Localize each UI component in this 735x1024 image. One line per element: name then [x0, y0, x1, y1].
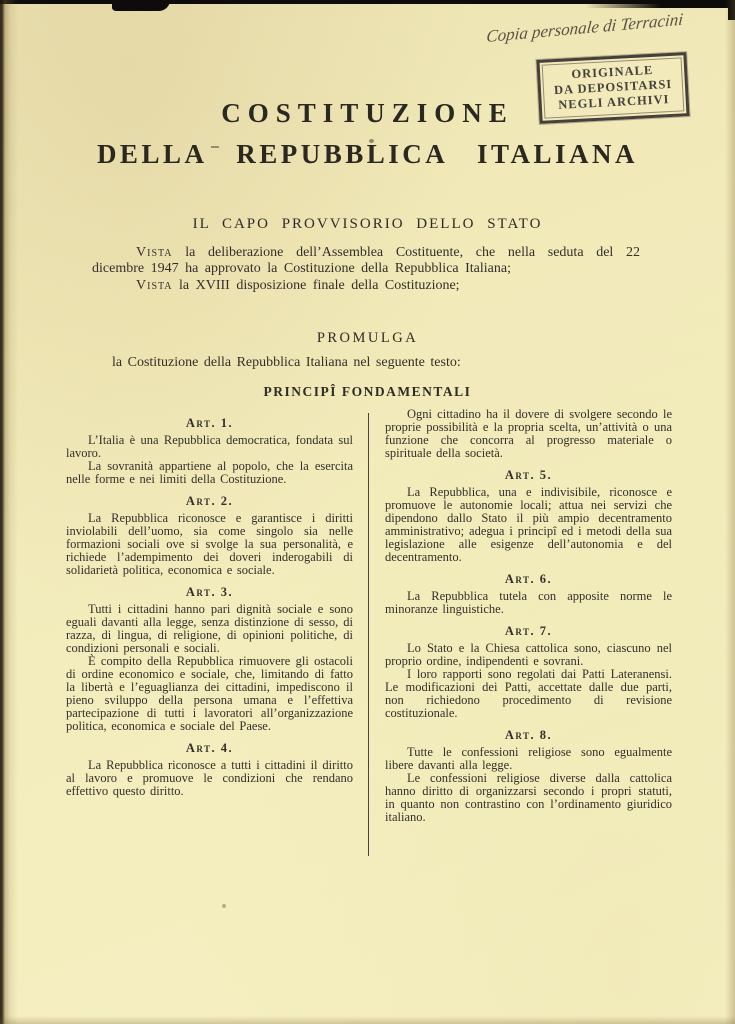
- article-heading: Art. 4.: [185, 741, 234, 755]
- article-heading: Art. 6.: [504, 572, 553, 586]
- article-paragraph: Ogni cittadino ha il dovere di svolgere secondo le proprie possibilità e la propria scelta, un’attività o una funzione che concorra al progresso materiale o spirituale della società.: [385, 407, 672, 460]
- clause-lead: Vista: [136, 277, 173, 293]
- title-line-2: DELLA REPUBBLICA ITALIANA: [96, 139, 639, 169]
- preamble: [92, 245, 640, 294]
- preamble-clause-2: [92, 278, 640, 294]
- article-paragraph: Tutte le confessioni religiose sono egualmente libere davanti alla legge.: [385, 745, 672, 772]
- promulga-word: PROMULGA: [316, 330, 419, 346]
- promulgation-heading: IL CAPO PROVVISORIO DELLO STATO: [192, 216, 543, 232]
- article-paragraph: L’Italia è una Repubblica democratica, fondata sul lavoro.: [66, 433, 353, 460]
- stamp-line-2: DA DEPOSITARSI: [553, 76, 673, 98]
- article-paragraph: La Repubblica riconosce e garantisce i diritti inviolabili dell’uomo, sia come singolo sia nelle formazioni sociali ove si svolge la sua personalità, e richiede l’adempimento dei doveri inderogabili di solidarietà politica, economica e sociale.: [66, 511, 353, 577]
- article-paragraph: È compito della Repubblica rimuovere gli ostacoli di ordine economico e sociale, che, limitando di fatto la libertà e l’eguaglianza dei cittadini, impediscono il pieno sviluppo della persona umana e l’effettiva partecipazione di tutti i lavoratori all’organizzazione politica, economica e sociale del Paese.: [66, 654, 353, 733]
- clause-text: la XVIII disposizione finale della Costituzione;: [172, 277, 460, 293]
- article-paragraph: La sovranità appartiene al popolo, che la esercita nelle forme e nei limiti della Costituzione.: [66, 459, 353, 486]
- stamp-line-3: NEGLI ARCHIVI: [557, 92, 670, 112]
- articles-columns: [66, 408, 672, 824]
- section-title: PRINCIPÎ FONDAMENTALI: [263, 384, 472, 399]
- article-paragraph: Tutti i cittadini hanno pari dignità sociale e sono eguali davanti alla legge, senza distinzione di sesso, di razza, di lingua, di religione, di opinioni politiche, di condizioni personali e sociali.: [66, 602, 353, 655]
- promulga-text: la Costituzione della Repubblica Italiana nel seguente testo:: [112, 355, 461, 370]
- stamp-line-1: ORIGINALE: [571, 62, 654, 82]
- article-heading: Art. 3.: [185, 585, 234, 599]
- clause-text: la deliberazione dell’Assemblea Costituente, che nella seduta del 22 dicembre 1947 ha approvato la Costituzione della Repubblica Italiana;: [92, 245, 640, 277]
- clause-lead: Vista: [136, 245, 173, 260]
- handwritten-note: Copia personale di Terracini: [485, 9, 684, 46]
- document-title: [0, 98, 735, 170]
- article-heading: Art. 5.: [504, 468, 553, 482]
- article-paragraph: Le confessioni religiose diverse dalla cattolica hanno diritto di organizzarsi secondo i propri statuti, in quanto non contrastino con l’ordinamento giuridico italiano.: [385, 771, 672, 824]
- article-heading: Art. 2.: [185, 494, 234, 508]
- paper-tear: [112, 0, 170, 11]
- article-paragraph: Lo Stato e la Chiesa cattolica sono, ciascuno nel proprio ordine, indipendenti e sovrani.: [385, 641, 672, 668]
- preamble-clause-1: [92, 245, 640, 278]
- article-paragraph: La Repubblica riconosce a tutti i cittadini il diritto al lavoro e promuove le condizioni che rendano effettivo questo diritto.: [66, 758, 353, 798]
- article-heading: Art. 1.: [185, 416, 234, 430]
- right-column: [385, 408, 672, 824]
- page-edge-bottom: [0, 1016, 735, 1024]
- title-line-1: COSTITUZIONE: [221, 98, 514, 128]
- left-column: [66, 408, 353, 824]
- article-paragraph: La Repubblica, una e indivisibile, riconosce e promuove le autonomie locali; attua nei servizi che dipendono dallo Stato il più ampio decentramento amministrativo; adegua i principî ed i metodi della sua legislazione alle esigenze dell’autonomia e del decentramento.: [385, 485, 672, 564]
- article-heading: Art. 7.: [504, 624, 553, 638]
- article-heading: Art. 8.: [504, 728, 553, 742]
- paper-stain: [222, 904, 226, 908]
- article-paragraph: I loro rapporti sono regolati dai Patti Lateranensi. Le modificazioni dei Patti, accettate dalle due parti, non richiedono procedimento di revisione costituzionale.: [385, 667, 672, 720]
- article-paragraph: La Repubblica tutela con apposite norme le minoranze linguistiche.: [385, 589, 672, 616]
